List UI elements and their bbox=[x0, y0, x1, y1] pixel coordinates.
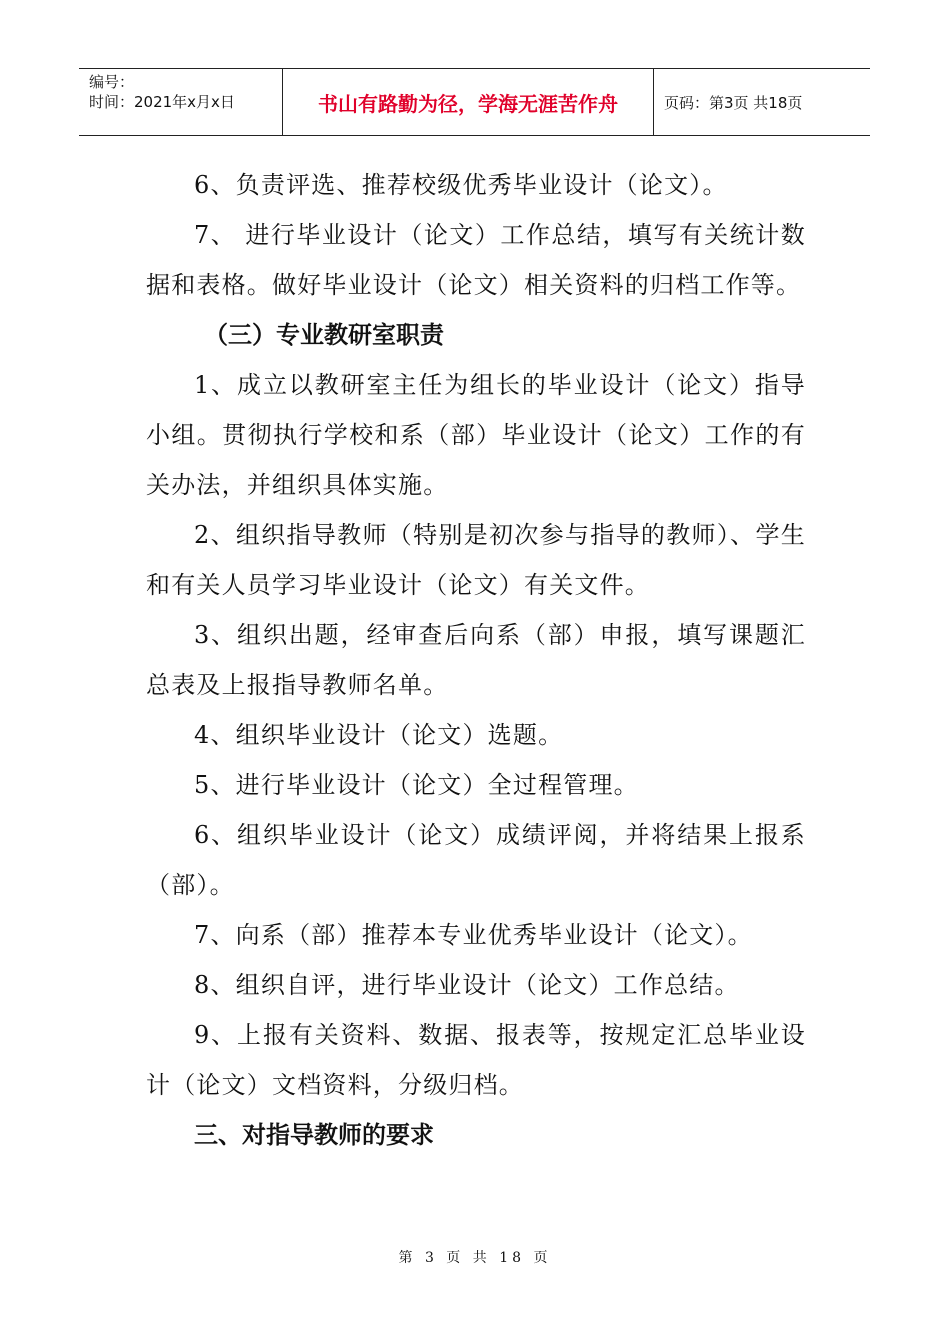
body-paragraph: 7、 进行毕业设计（论文）工作总结，填写有关统计数据和表格。做好毕业设计（论文）相关资料的归档工作等。 bbox=[146, 221, 806, 299]
header-page-info: 页码：第3页 共18页 bbox=[664, 93, 803, 112]
section-heading: （三）专业教研室职责 bbox=[204, 321, 444, 349]
body-paragraph: 5、进行毕业设计（论文）全过程管理。 bbox=[194, 771, 639, 799]
body-paragraph: 6、负责评选、推荐校级优秀毕业设计（论文）。 bbox=[194, 171, 728, 199]
body-paragraph: 6、组织毕业设计（论文）成绩评阅，并将结果上报系（部）。 bbox=[146, 821, 806, 899]
body-paragraph: 1、成立以教研室主任为组长的毕业设计（论文）指导小组。贯彻执行学校和系（部）毕业设计（论文）工作的有关办法，并组织具体实施。 bbox=[146, 371, 806, 499]
body-paragraph: 7、向系（部）推荐本专业优秀毕业设计（论文）。 bbox=[194, 921, 753, 949]
page-footer: 第 3 页 共 18 页 bbox=[398, 1250, 552, 1266]
header-motto: 书山有路勤为径，学海无涯苦作舟 bbox=[283, 69, 654, 135]
chapter-heading: 三、对指导教师的要求 bbox=[194, 1121, 434, 1149]
body-paragraph: 3、组织出题，经审查后向系（部）申报，填写课题汇总表及上报指导教师名单。 bbox=[146, 621, 806, 699]
document-date-label: 时间：2021年x月x日 bbox=[89, 93, 235, 111]
body-paragraph: 9、上报有关资料、数据、报表等，按规定汇总毕业设计（论文）文档资料，分级归档。 bbox=[146, 1021, 806, 1099]
page-header bbox=[79, 68, 870, 136]
body-paragraph: 8、组织自评，进行毕业设计（论文）工作总结。 bbox=[194, 971, 740, 999]
document-number-label: 编号： bbox=[89, 73, 135, 91]
document-body bbox=[146, 160, 806, 1160]
body-paragraph: 2、组织指导教师（特别是初次参与指导的教师）、学生和有关人员学习毕业设计（论文）有关文件。 bbox=[146, 521, 806, 599]
body-paragraph: 4、组织毕业设计（论文）选题。 bbox=[194, 721, 564, 749]
header-meta-cell bbox=[79, 69, 283, 135]
